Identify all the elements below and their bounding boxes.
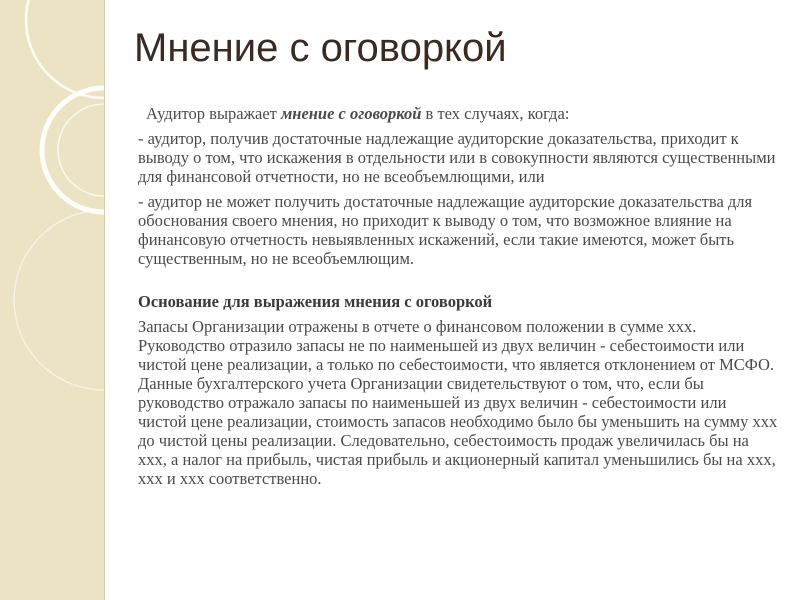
condition-item-2: - аудитор не может получить достаточные надлежащие аудиторские доказательства для обоснования своего мнения, но приходит к выводу о том, что возможное влияние на финансовую отчетность невыявленных искажений, если такие имеются, может быть существенным, но не всеобъемлющим.: [138, 192, 753, 268]
intro-paragraph: [138, 104, 778, 123]
intro-emphasis: мнение с оговоркой: [280, 104, 422, 123]
decorative-rings: [0, 0, 104, 600]
slide-content: [138, 104, 778, 488]
intro-text-after: в тех случаях, когда:: [421, 104, 570, 123]
basis-paragraph: Запасы Организации отражены в отчете о финансовом положении в сумме ххх. Руководство отразило запасы не по наименьшей из двух величин - себестоимости или чистой цене реализации, а только по себестоимости, что является отклонением от МСФО. Данные бухгалтерского учета Организации свидетельствуют о том, что, если бы руководство отражало запасы по наименьшей из двух величин - себестоимости или чистой цене реализации, стоимость запасов необходимо было бы уменьшить на сумму ххх до чистой цены реализации. Следовательно, себестоимость продаж увеличилась бы на ххх, а налог на прибыль, чистая прибыль и акционерный капитал уменьшились бы на ххх, ххх и ххх соответственно.: [138, 317, 778, 488]
slide-title: Мнение с оговоркой: [134, 26, 507, 70]
intro-text-before: Аудитор выражает: [146, 104, 281, 123]
basis-heading: Основание для выражения мнения с оговоркой: [138, 292, 493, 311]
decorative-side-band: [0, 0, 104, 600]
side-divider: [104, 0, 105, 600]
condition-item-1: - аудитор, получив достаточные надлежащие аудиторские доказательства, приходит к выводу о том, что искажения в отдельности или в совокупности являются существенными для финансовой отчетности, но не всеобъемлющими, или: [138, 129, 776, 186]
